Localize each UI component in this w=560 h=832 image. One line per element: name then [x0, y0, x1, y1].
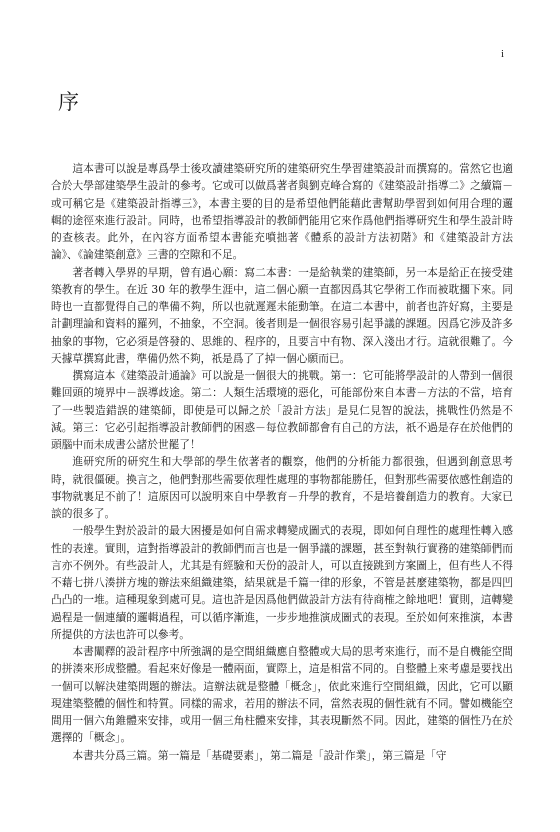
paragraph-6: 本書闡釋的設計程序中所強調的是空間組織應自整體或大局的思考來進行，而不是自機能空間的拼湊來形成整體。看起來好像是一體兩面，實際上，這是相當不同的。自整體上來考慮是要找出一個可以解決建築問題的辦法。這辦法就是整體「概念」，依此來進行空間組織，因此，它可以顯現建築整體的個性和特質。同樣的需求，若用的辦法不同，當然表現的個性就有不同。譬如機能空間用一個六角錐體來安排，或用一個三角柱體來安排，其表現斷然不同。因此，建築的個性乃在於選擇的「概念」。 [51, 645, 513, 745]
preface-body [51, 160, 513, 764]
paragraph-1: 這本書可以說是專爲學士後攻讀建築研究所的建築研究生學習建築設計而撰寫的。當然它也適合於大學部建築學生設計的參考。它或可以做爲著者與劉克峰合寫的《建築設計指導二》之續篇－或可稱它是《建築設計指導三》，本書主要的目的是希望他們能藉此書幫助學習到如何用合理的邏輯的途徑來進行設計。同時，也希望指導設計的教師們能用它來作爲他們指導研究生和學生設計時的查核表。此外，在內容方面希望本書能充噴拙著《體系的設計方法初階》和《建築設計方法論》、《論建築創意》三書的空隙和不足。 [51, 162, 513, 262]
page-number: i [500, 48, 504, 60]
paragraph-4: 進研究所的研究生和大學部的學生依著者的觀察，他們的分析能力都很強，但遇到創意思考時，就很僵硬。換言之，他們對那些需要依理性處理的事物都能勝任，但對那些需要依感性創造的事物就裏足不前了！這原因可以說明來自中學教育－升學的教育，不是培養創造力的教育。大家已談的很多了。 [51, 455, 513, 520]
paragraph-7: 本書共分爲三篇。第一篇是「基礎要素」，第二篇是「設計作業」，第三篇是「守 [72, 748, 447, 762]
preface-heading: 序 [58, 90, 81, 114]
paragraph-3: 撰寫這本《建築設計通論》可以說是一個很大的挑戰。第一：它可能將學設計的人帶到一個很難回頭的境界中－誤導歧途。第二：人類生活環境的惡化，可能部份來自本書－方法的不當，培育了一些製造錯誤的建築師，即使是可以歸之於「設計方法」是見仁見智的說法，挑戰性仍然是不減。第三：它必引起指導設計教師們的困惑－每位教師都會有自己的方法，祇不過是存在於他們的頭腦中而未成書公諸於世罷了！ [51, 369, 513, 451]
paragraph-5: 一般學生對於設計的最大困擾是如何自需求轉變成圖式的表現，即如何自理性的處理性轉入感性的表達。實則，這對指導設計的教師們而言也是一個爭議的課題，甚至對執行實務的建築師們而言亦不例外。有些設計人，尤其是有經驗和天份的設計人，可以直接跳到方案圖上，但有些人不得不藉七拼八湊拼方塊的辦法來組織建築，結果就是千篇一律的形象，不管是甚麼建築物，都是四凹凸凸的一堆。這種現象到處可見。這也許是因爲他們做設計方法有待商榷之餘地吧！實則，這轉變過程是一個連續的邏輯過程，可以循序漸進，一步步地推演成圖式的表現。至於如何來推演，本書所提供的方法也許可以參考。 [51, 524, 513, 641]
paragraph-2: 著者轉入學界的早期，曾有過心願：寫二本書：一是給執業的建築師，另一本是給正在接受建築教育的學生。在近 30 年的教學生涯中，這二個心願一直都因爲其它學術工作而被耽擱下來。同時也一直都覺得自己的準備不夠，所以也就遲遲未能動筆。在這二本書中，前者也許好寫，主要是計劃理論和資料的羅列，不抽象，不空洞。後者則是一個很容易引起爭議的課題。因爲它涉及許多抽象的事物，它必須是啓發的、思維的、程序的，且要言中有物、深入淺出才行。這就很難了。今天據草撰寫此書，準備仍然不夠，祇是爲了了掉一個心願而已。 [51, 265, 513, 365]
